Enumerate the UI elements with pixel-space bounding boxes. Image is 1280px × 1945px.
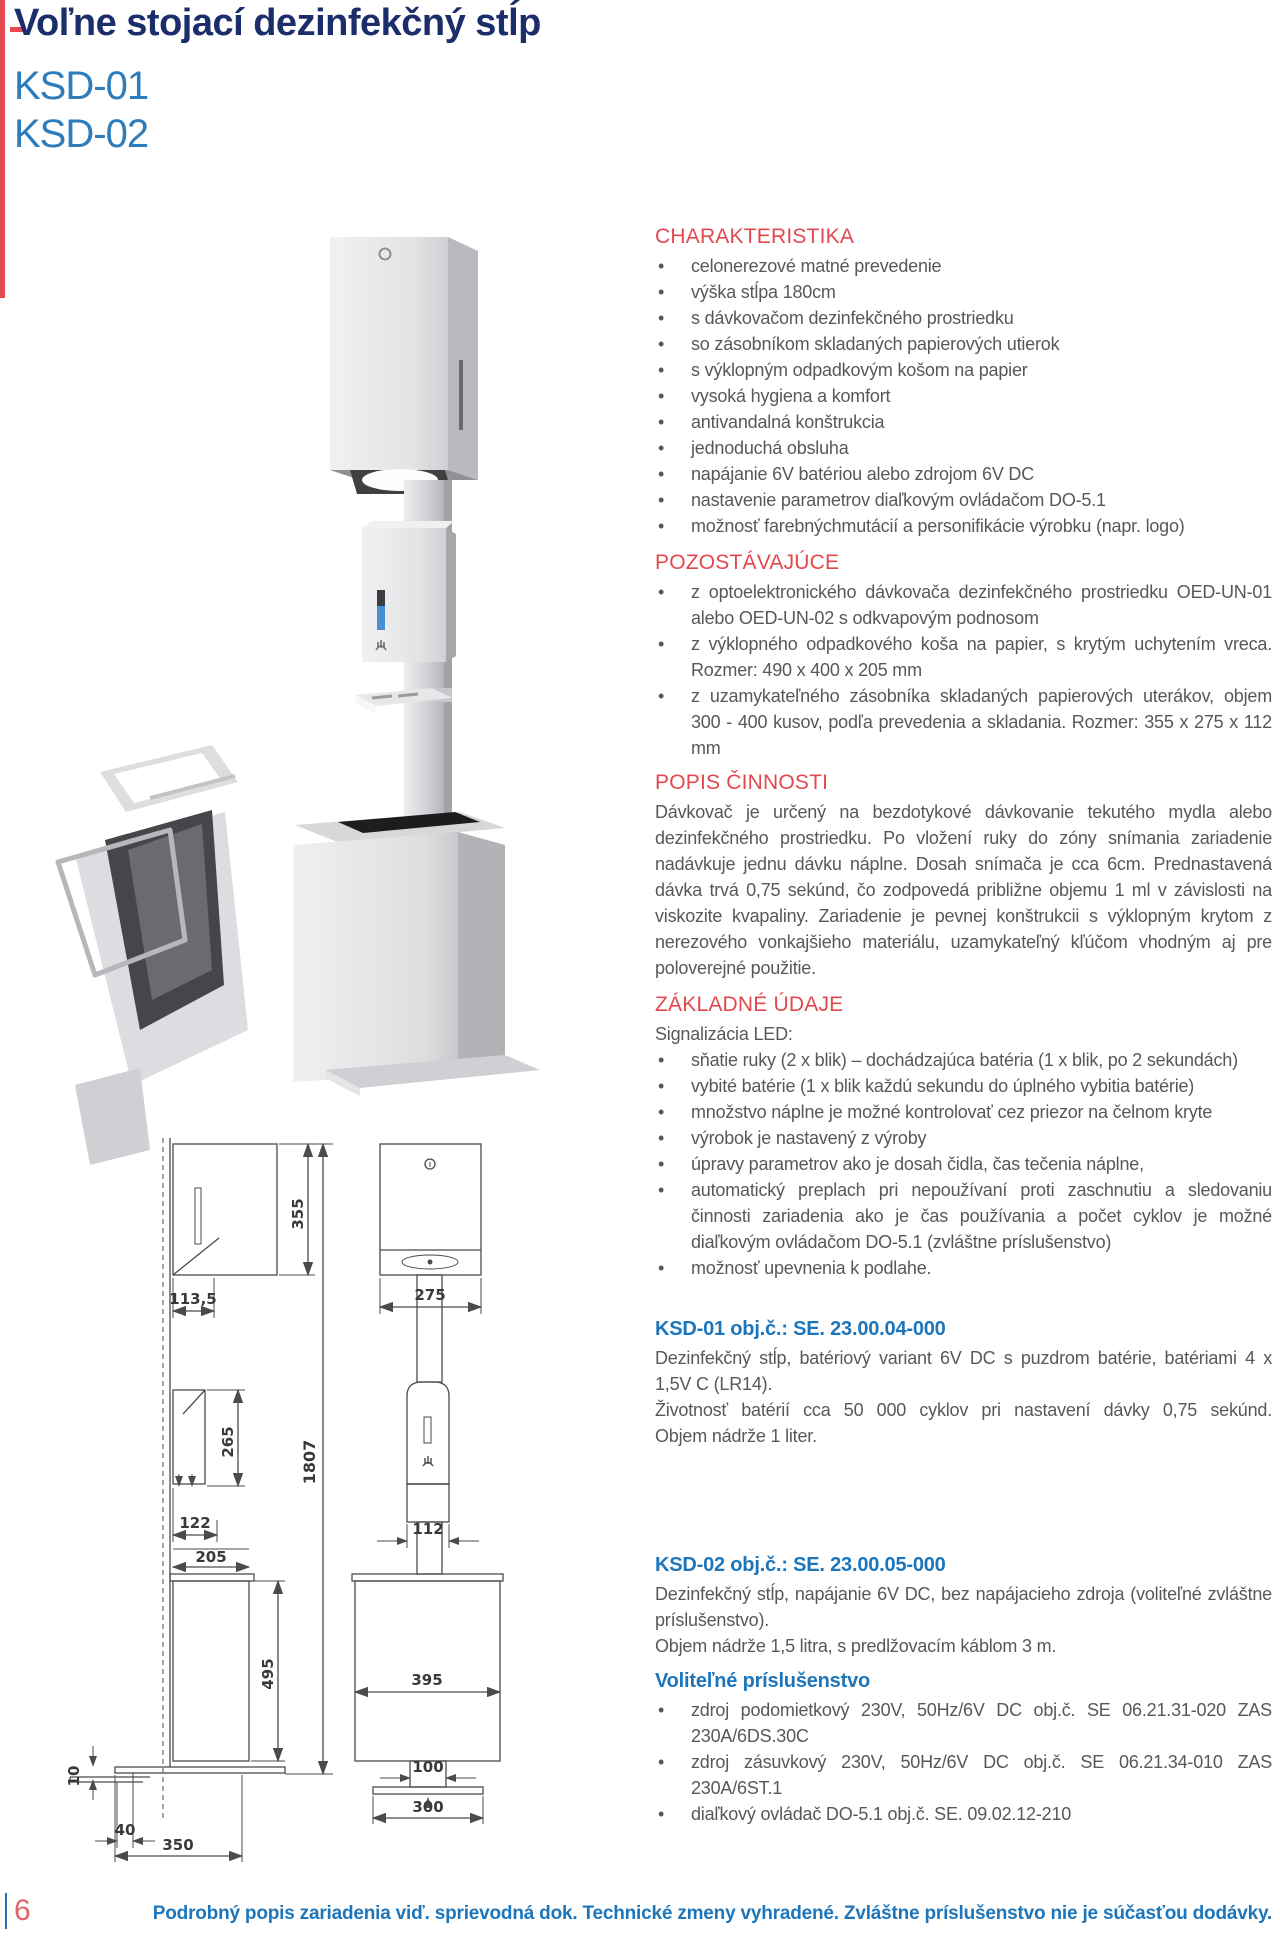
list-item-text: množstvo náplne je možné kontrolovať cez priezor na čelnom kryte: [691, 1102, 1213, 1122]
section-charakteristika: [655, 225, 1272, 539]
dim-350: 350: [162, 1836, 194, 1854]
list-item: [655, 487, 1272, 513]
dim-100: 100: [412, 1758, 444, 1776]
section-zakladne: [655, 993, 1272, 1281]
dim-395: 395: [411, 1671, 443, 1689]
bullet-icon: •: [658, 1076, 665, 1096]
paragraph: Dezinfekčný stĺp, napájanie 6V DC, bez napájacieho zdroja (voliteľné zvláštne príslušenstvo).: [655, 1584, 1272, 1630]
list-item-text: sňatie ruky (2 x blik) – dochádzajúca batéria (1 x blik, po 2 sekundách): [691, 1050, 1238, 1070]
list-item-text: nastavenie parametrov diaľkovým ovládačom DO-5.1: [691, 490, 1106, 510]
list-item-text: zdroj zásuvkový 230V, 50Hz/6V DC obj.č. SE 06.21.34-010 ZAS 230A/6ST.1: [691, 1752, 1272, 1798]
dim-112: 112: [412, 1520, 444, 1538]
list-item: [655, 683, 1272, 761]
list-item-text: zdroj podomietkový 230V, 50Hz/6V DC obj.č. SE 06.21.31-020 ZAS 230A/6DS.30C: [691, 1700, 1272, 1746]
bullet-icon: •: [658, 516, 665, 536]
section-heading: KSD-01 obj.č.: SE. 23.00.04-000: [655, 1318, 946, 1340]
list-item: [655, 253, 1272, 279]
list-item-text: možnosť upevnenia k podlahe.: [691, 1258, 932, 1278]
bullet-icon: •: [658, 386, 665, 406]
bullet-icon: •: [658, 464, 665, 484]
list-item-text: vysoká hygiena a komfort: [691, 386, 891, 406]
list-item-text: výška stĺpa 180cm: [691, 282, 836, 302]
dim-40: 40: [114, 1821, 136, 1839]
list-item: [655, 1047, 1272, 1073]
list-item: [655, 1255, 1272, 1281]
list-item-text: antivandalná konštrukcia: [691, 412, 885, 432]
list-item: [655, 1125, 1272, 1151]
list-item-text: úpravy parametrov ako je dosah čidla, čas tečenia náplne,: [691, 1154, 1144, 1174]
list-item: [655, 1697, 1272, 1749]
dim-300: 300: [412, 1798, 444, 1816]
section-heading: POZOSTÁVAJÚCE: [655, 551, 840, 574]
paragraph: Dávkovač je určený na bezdotykové dávkovanie tekutého mydla alebo dezinfekčného prostriedku. Po vložení ruky do zóny snímania zariadenie nadávkuje jednu dávku náplne. Dosah snímača je cca 6cm. Prednastavená dávka trvá 0,75 sekúnd, čo zodpovedá približne objemu 1 ml v závislosti na viskozite kvapaliny. Zariadenie je pevnej konštrukcii s výklopným krytom z nerezového vonkajšieho materiálu, uzamykateľný kľúčom vhodným aj pre poloverejné použitie.: [655, 802, 1272, 978]
technical-drawings: [55, 1122, 525, 1862]
section-heading: POPIS ČINNOSTI: [655, 771, 829, 794]
list-item: [655, 1099, 1272, 1125]
bullet-icon: •: [658, 490, 665, 510]
text-column: [655, 225, 1272, 1827]
bullet-icon: •: [658, 412, 665, 432]
list-item-text: možnosť farebnýchmutácií a personifikácie výrobku (napr. logo): [691, 516, 1185, 536]
list-item: [655, 1801, 1272, 1827]
section-volitelne: [655, 1669, 1272, 1827]
list-item: [655, 1177, 1272, 1255]
paper-towel-dispenser: [330, 237, 478, 494]
list-item: [655, 1151, 1272, 1177]
bullet-icon: •: [658, 1154, 665, 1174]
list-item-text: automatický preplach pri nepoužívaní proti zaschnutiu a sledovaniu činnosti zariadenia ako je čas používania a počet cyklov je možné diaľkovým ovládačom DO-5.1 (zvláštne príslušenstvo): [691, 1180, 1272, 1252]
paragraph: Objem nádrže 1,5 litra, s predlžovacím káblom 3 m.: [655, 1636, 1057, 1656]
page-number: 6: [5, 1893, 31, 1929]
list-item: [655, 357, 1272, 383]
open-bin-detail: [58, 745, 248, 1165]
list-item-text: z optoelektronického dávkovača dezinfekčného prostriedku OED-UN-01 alebo OED-UN-02 s odkvapovým podnosom: [691, 582, 1272, 628]
list-item: [655, 409, 1272, 435]
bullet-icon: •: [658, 282, 665, 302]
dimension-drawing: [55, 1122, 525, 1862]
bullet-icon: •: [658, 582, 665, 602]
list-item-text: jednoduchá obsluha: [691, 438, 849, 458]
bullet-icon: •: [658, 360, 665, 380]
section-ksd02: [655, 1553, 1272, 1659]
product-render-illustration: [0, 150, 560, 1210]
bullet-icon: •: [658, 1128, 665, 1148]
page-title: Voľne stojací dezinfekčný stĺp: [14, 2, 541, 44]
model-code-ksd02: KSD-02: [14, 112, 149, 156]
side-slot: [459, 360, 463, 430]
list-item: [655, 631, 1272, 683]
bullet-icon: •: [658, 438, 665, 458]
bullet-icon: •: [658, 1050, 665, 1070]
dim-122: 122: [179, 1514, 211, 1532]
list-item-text: so zásobníkom skladaných papierových utierok: [691, 334, 1060, 354]
bullet-icon: •: [658, 1258, 665, 1278]
hand-sensor-glyph: [423, 1456, 433, 1466]
section-ksd01: [655, 1317, 1272, 1449]
section-heading: CHARAKTERISTIKA: [655, 225, 855, 248]
dim-113-5: 113,5: [169, 1290, 217, 1308]
dim-495: 495: [259, 1658, 277, 1690]
list-item-text: diaľkový ovládač DO-5.1 obj.č. SE. 09.02.12-210: [691, 1804, 1072, 1824]
dim-10: 10: [65, 1765, 83, 1787]
bullet-icon: •: [658, 1180, 665, 1200]
footer-note: Podrobný popis zariadenia viď. sprievodná dok. Technické zmeny vyhradené. Zvláštne príslušenstvo nie je súčasťou dodávky.: [152, 1903, 1272, 1924]
list-item-text: s výklopným odpadkovým košom na papier: [691, 360, 1028, 380]
model-code-ksd01: KSD-01: [14, 64, 149, 108]
list-item: [655, 435, 1272, 461]
bullet-icon: •: [658, 256, 665, 276]
paragraph: Životnosť batérií cca 50 000 cyklov pri nastavení dávky 0,75 sekúnd.: [655, 1400, 1272, 1420]
dim-205: 205: [195, 1548, 227, 1566]
list-item-text: vybité batérie (1 x blik každú sekundu do úplného vybitia batérie): [691, 1076, 1195, 1096]
bullet-icon: •: [658, 1700, 665, 1720]
front-view-drawing: [352, 1144, 503, 1824]
disinfectant-dispenser: [362, 521, 456, 662]
section-heading: ZÁKLADNÉ ÚDAJE: [655, 993, 844, 1016]
list-item-text: celonerezové matné prevedenie: [691, 256, 942, 276]
bullet-icon: •: [658, 686, 665, 706]
list-item: [655, 383, 1272, 409]
list-item: [655, 305, 1272, 331]
section-lead: Signalizácia LED:: [655, 1024, 793, 1044]
dim-1807: 1807: [300, 1439, 319, 1485]
list-item-text: napájanie 6V batériou alebo zdrojom 6V DC: [691, 464, 1035, 484]
paragraph: Objem nádrže 1 liter.: [655, 1426, 817, 1446]
list-item: [655, 1073, 1272, 1099]
bullet-icon: •: [658, 308, 665, 328]
list-item: [655, 461, 1272, 487]
bullet-icon: •: [658, 1102, 665, 1122]
list-item-text: z výklopného odpadkového koša na papier, s krytým uchytením vreca. Rozmer: 490 x 400 x 205 mm: [691, 634, 1272, 680]
list-item-text: výrobok je nastavený z výroby: [691, 1128, 927, 1148]
dim-265: 265: [219, 1426, 237, 1458]
list-item-text: s dávkovačom dezinfekčného prostriedku: [691, 308, 1014, 328]
product-render: [0, 150, 560, 1210]
list-item: [655, 1749, 1272, 1801]
section-pozostavajuce: [655, 551, 1272, 761]
side-view-drawing: [70, 1138, 333, 1862]
paragraph: Dezinfekčný stĺp, batériový variant 6V DC s puzdrom batérie, batériami 4 x 1,5V C (LR14).: [655, 1348, 1272, 1394]
list-item-text: z uzamykateľného zásobníka skladaných papierových uterákov, objem 300 - 400 kusov, podľa prevedenia a skladania. Rozmer: 355 x 275 x 112 mm: [691, 686, 1272, 758]
bullet-icon: •: [658, 1752, 665, 1772]
bullet-icon: •: [658, 634, 665, 654]
dim-275: 275: [414, 1286, 446, 1304]
list-item: [655, 331, 1272, 357]
waste-bin: [293, 812, 540, 1096]
bullet-icon: •: [658, 334, 665, 354]
led-indicator: [377, 606, 385, 630]
list-item: [655, 279, 1272, 305]
list-item: [655, 513, 1272, 539]
bullet-icon: •: [658, 1804, 665, 1824]
list-item: [655, 579, 1272, 631]
dim-355: 355: [289, 1198, 307, 1230]
section-heading: KSD-02 obj.č.: SE. 23.00.05-000: [655, 1554, 946, 1576]
section-popis: [655, 771, 1272, 981]
section-heading: Voliteľné príslušenstvo: [655, 1670, 871, 1692]
